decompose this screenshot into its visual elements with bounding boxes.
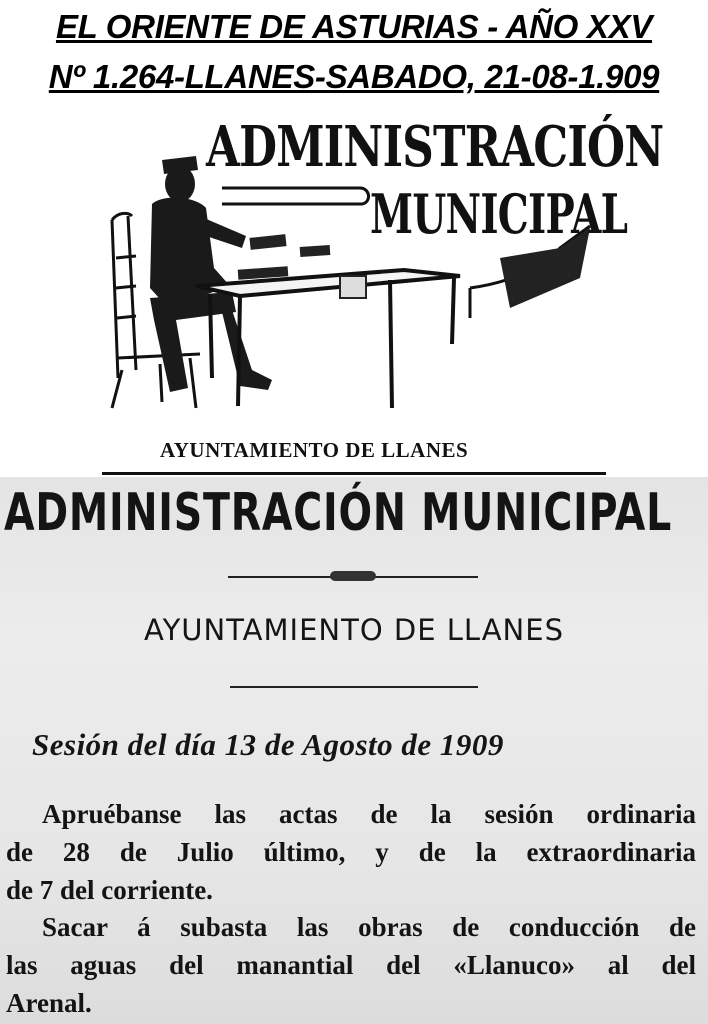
newspaper-clipping [0, 477, 708, 1024]
masthead-caption: AYUNTAMIENTO DE LLANES [160, 438, 469, 462]
clipping-subtitle: AYUNTAMIENTO DE LLANES [144, 613, 564, 647]
clipping-title: ADMINISTRACIÓN MUNICIPAL [4, 483, 673, 543]
paragraph-line: de 7 del corriente. [6, 875, 213, 905]
paragraph-line: las aguas del manantial del «Llanuco» al del [6, 950, 696, 980]
masthead-title-line-1: ADMINISTRACIÓN [206, 114, 664, 180]
masthead-title-line-2: MUNICIPAL [370, 182, 628, 246]
subtitle-rule [230, 686, 478, 688]
illustrated-masthead [0, 108, 708, 480]
paragraph-line: Apruébanse las actas de la sesión ordinaria [42, 799, 696, 829]
section-divider [102, 472, 606, 475]
paragraph-line: Arenal. [6, 988, 92, 1018]
newspaper-header-line-2: Nº 1.264-LLANES-SABADO, 21-08-1.909 [48, 58, 660, 95]
paragraph-line: de 28 de Julio último, y de la extraordinaria [6, 837, 696, 867]
paragraph-line: Sacar á subasta las obras de conducción de [42, 912, 696, 942]
rule-ornament [330, 571, 376, 581]
session-heading: Sesión del día 13 de Agosto de 1909 [32, 727, 504, 762]
newspaper-header-line-1: EL ORIENTE DE ASTURIAS - AÑO XXV [55, 8, 653, 45]
paragraph-minutes [6, 795, 696, 909]
paragraph-auction [6, 908, 696, 1022]
